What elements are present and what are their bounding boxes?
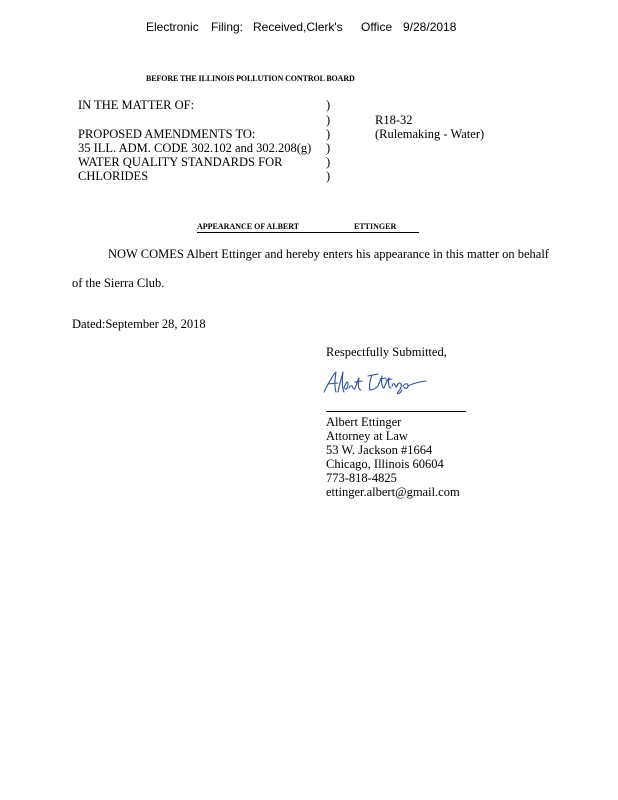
caption-line-1: IN THE MATTER OF: [78, 98, 195, 112]
caption-line-5: WATER QUALITY STANDARDS FOR [78, 155, 283, 169]
caption-paren: ) [326, 127, 331, 141]
signer-phone: 773-818-4825 [326, 471, 397, 485]
signer-title: Attorney at Law [326, 429, 408, 443]
signer-email[interactable]: ettinger.albert@gmail.com [326, 485, 460, 499]
case-type: (Rulemaking - Water) [375, 127, 485, 141]
caption-line-4: 35 ILL. ADM. CODE 302.102 and 302.208(g) [78, 141, 312, 155]
signer-address-2: Chicago, Illinois 60604 [326, 457, 444, 471]
signature-line [326, 411, 466, 412]
body-line-2: of the Sierra Club. [72, 276, 165, 290]
stamp-electronic: Electronic [146, 20, 199, 34]
stamp-office: Office [361, 20, 393, 34]
caption-paren: ) [326, 113, 331, 127]
case-number: R18-32 [375, 113, 413, 127]
board-heading: BEFORE THE ILLINOIS POLLUTION CONTROL BOARD [146, 74, 355, 83]
caption-paren: ) [326, 155, 331, 169]
closing: Respectfully Submitted, [326, 345, 447, 359]
caption-paren: ) [326, 169, 331, 183]
caption-line-3: PROPOSED AMENDMENTS TO: [78, 127, 256, 141]
caption-line-6: CHLORIDES [78, 169, 149, 183]
stamp-received: Received,Clerk's [253, 20, 343, 34]
appearance-heading-right: ETTINGER [354, 222, 397, 231]
appearance-underline [197, 232, 419, 233]
stamp-filing: Filing: [211, 20, 244, 34]
caption-paren: ) [326, 141, 331, 155]
caption-paren: ) [326, 98, 331, 112]
handwritten-signature [320, 368, 432, 398]
stamp-date: 9/28/2018 [403, 20, 457, 34]
signer-address-1: 53 W. Jackson #1664 [326, 443, 433, 457]
appearance-heading-left: APPEARANCE OF ALBERT [197, 222, 300, 231]
body-line-1: NOW COMES Albert Ettinger and hereby enters his appearance in this matter on behalf [108, 247, 549, 261]
signer-name: Albert Ettinger [326, 415, 402, 429]
dated-line: Dated:September 28, 2018 [72, 317, 206, 331]
